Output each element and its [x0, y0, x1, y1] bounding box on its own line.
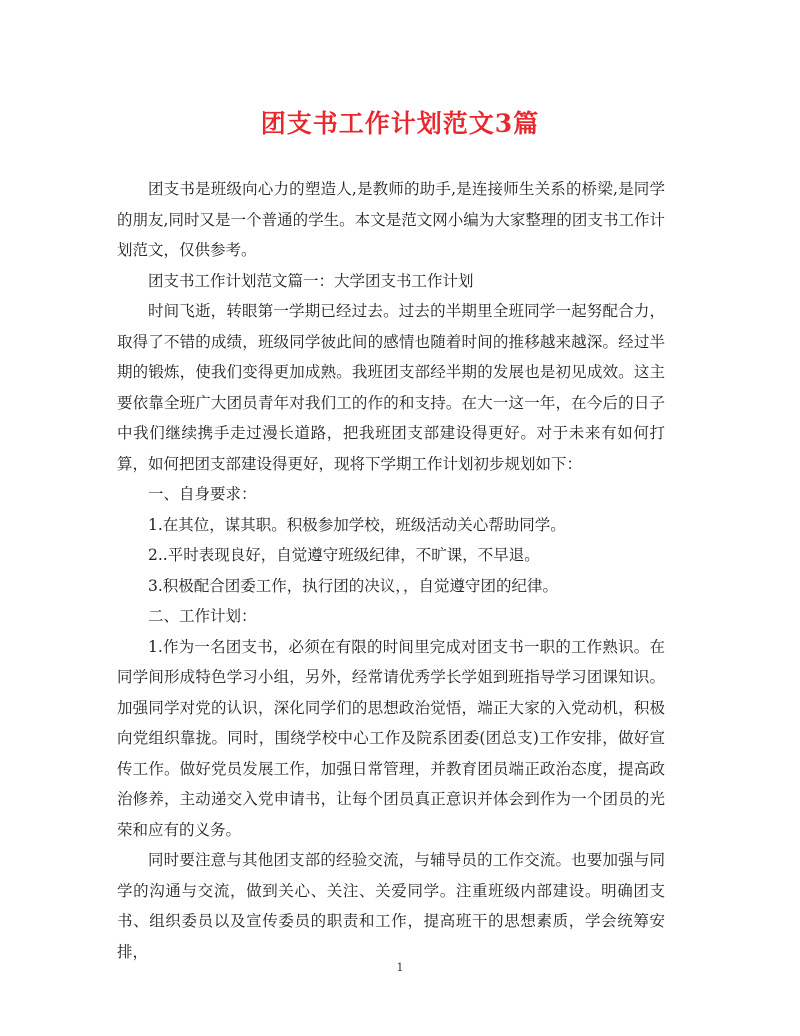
section-heading-part-one: 团支书工作计划范文篇一：大学团支书工作计划: [148, 271, 474, 290]
subheading-work-plan: 二、工作计划：: [148, 607, 257, 625]
body-paragraph: 同时要注意与其他团支部的经验交流，与辅导员的工作交流。也要加强与同学的沟通与交流，做到关心、关注、关爱同学。注重班级内部建设。明确团支书、组织委员以及宣传委员的职责和工作，提高班干的思想素质，学会统筹安排，: [117, 851, 665, 961]
page-number: 1: [396, 961, 404, 974]
document-title: 团支书工作计划范文3篇: [260, 109, 540, 138]
list-item-3: 3.积极配合团委工作，执行团的决议，，自觉遵守团的纪律。: [148, 576, 559, 595]
subheading-self-requirements: 一、自身要求：: [148, 485, 257, 503]
document-body: [117, 174, 665, 967]
body-paragraph: 时间飞逝，转眼第一学期已经过去。过去的半期里全班同学一起努配合力，取得了不错的成绩，班级同学彼此间的感情也随着时间的推移越来越深。经过半期的锻炼，使我们变得更加成熟。我班团支部经半期的发展也是初见成效。这主要依靠全班广大团员青年对我们工的作的和支持。在大一这一年，在今后的日子中我们继续携手走过漫长道路，把我班团支部建设得更好。对于未来有如何打算，如何把团支部建设得更好，现将下学期工作计划初步规划如下：: [117, 302, 665, 473]
list-item-2: 2..平时表现良好，自觉遵守班级纪律，不旷课，不早退。: [148, 546, 540, 564]
body-paragraph: 1.作为一名团支书，必须在有限的时间里完成对团支书一职的工作熟识。在同学间形成特色学习小组，另外，经常请优秀学长学姐到班指导学习团课知识。加强同学对党的认识，深化同学们的思想政治觉悟，端正大家的入党动机，积极向党组织靠拢。同时，围绕学校中心工作及院系团委(团总支)工作安排，做好宣传工作。做好党员发展工作，加强日常管理，并教育团员端正政治态度，提高政治修养，主动递交入党申请书，让每个团员真正意识并体会到作为一个团员的光荣和应有的义务。: [117, 637, 665, 839]
intro-paragraph: 团支书是班级向心力的塑造人,是教师的助手,是连接师生关系的桥梁,是同学的朋友,同时又是一个普通的学生。本文是范文网小编为大家整理的团支书工作计划范文，仅供参考。: [117, 180, 665, 259]
list-item-1: 1.在其位，谋其职。积极参加学校，班级活动关心帮助同学。: [148, 515, 566, 534]
